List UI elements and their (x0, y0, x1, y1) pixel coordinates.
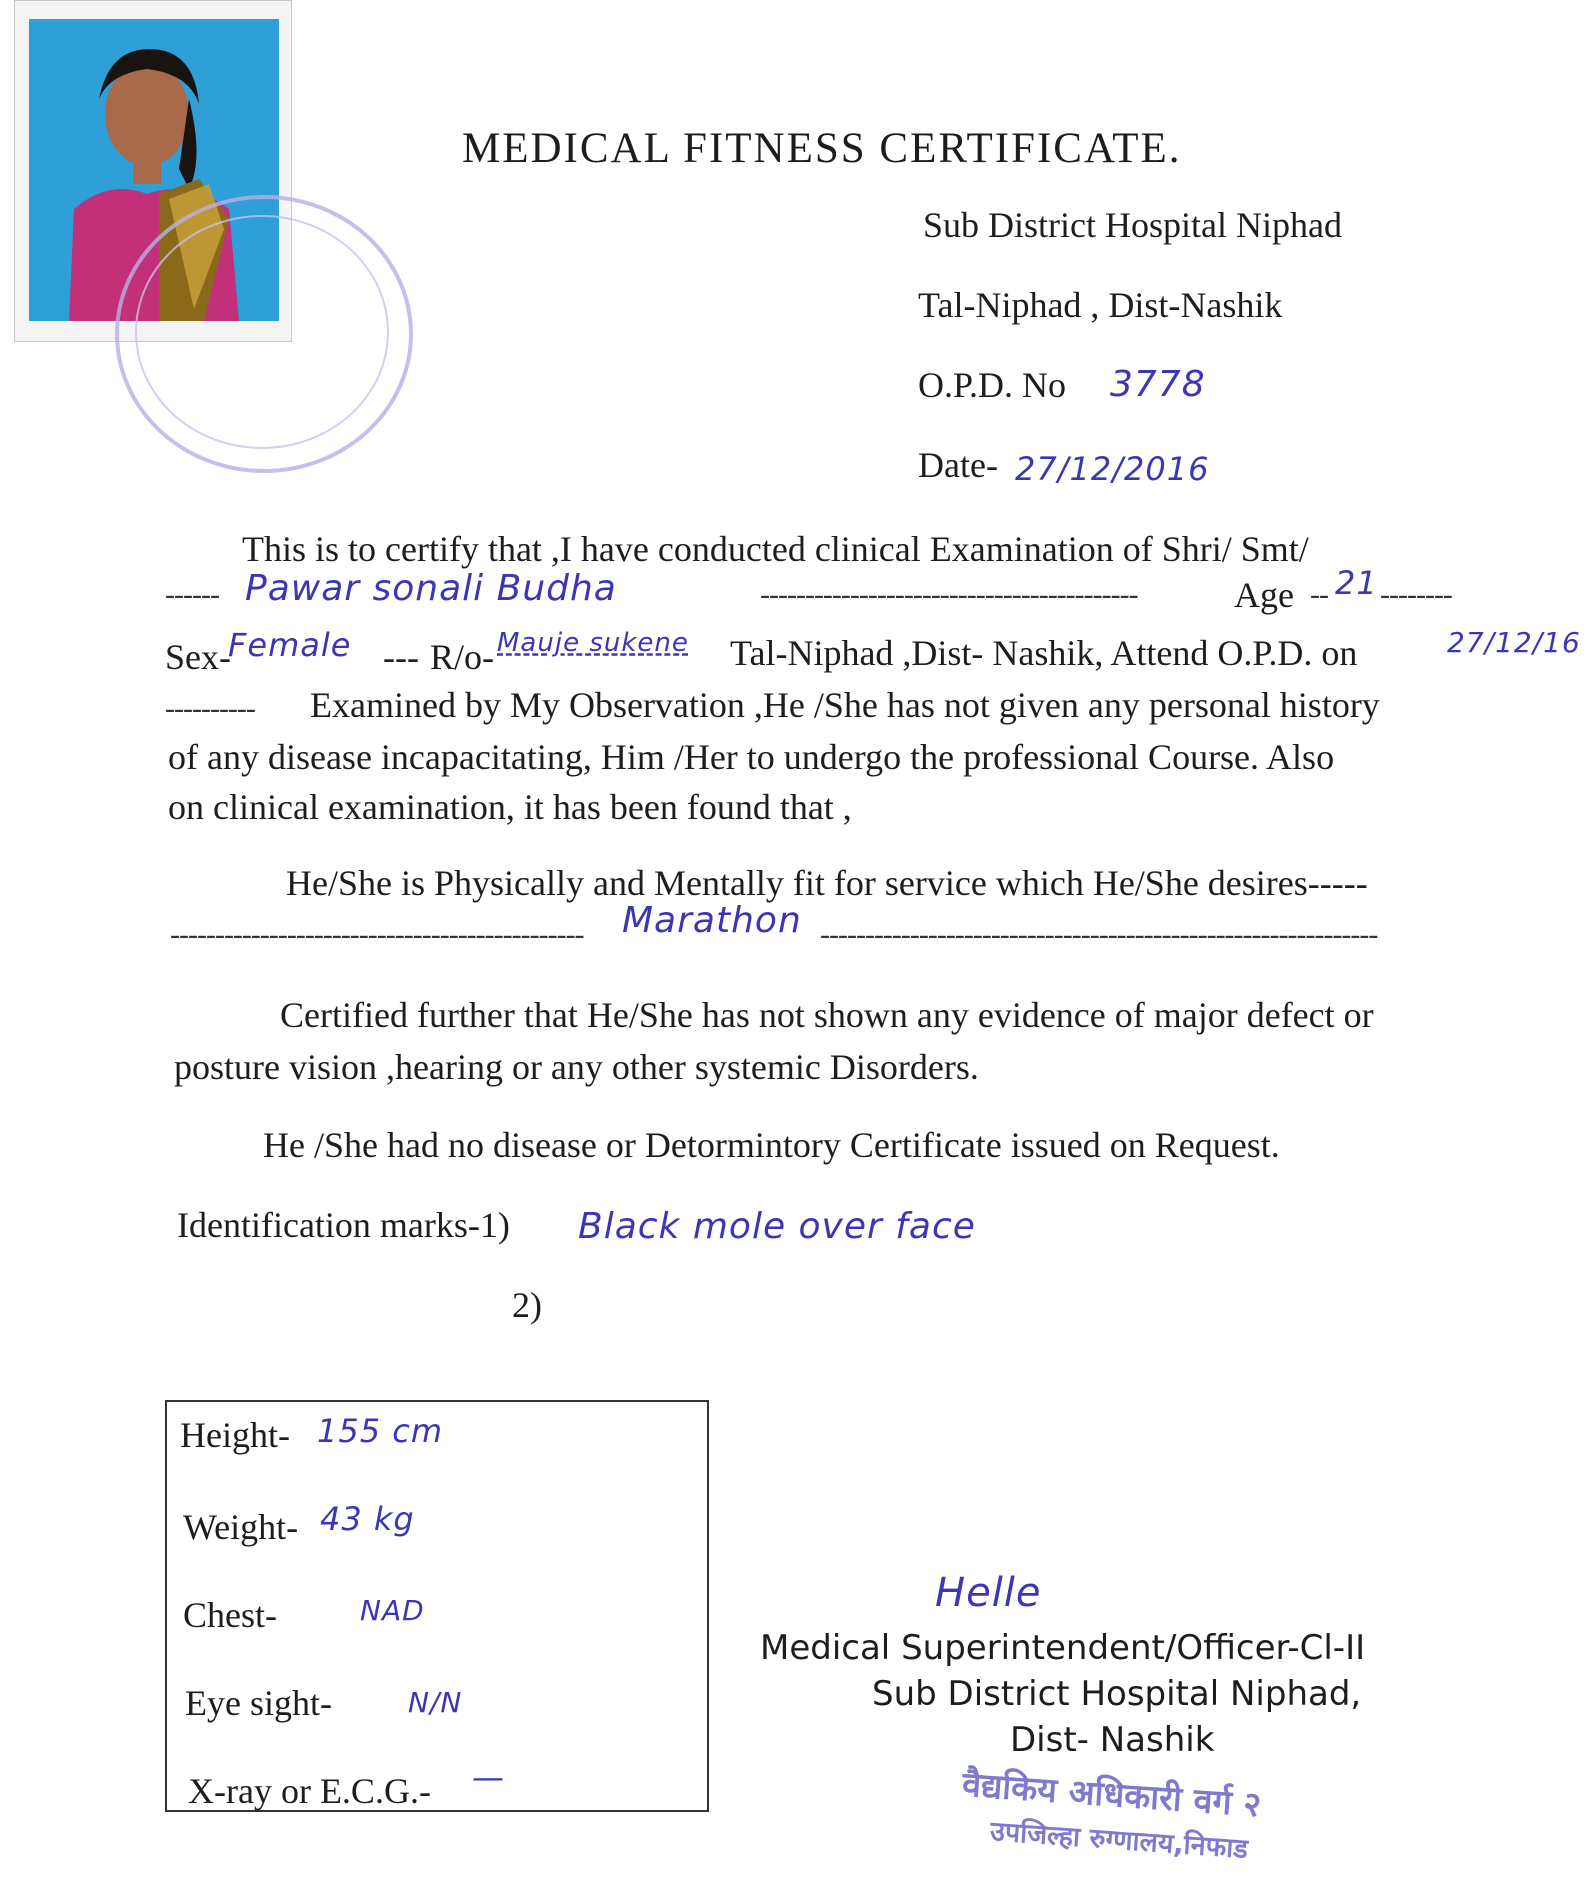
desire-dashes-left: ---------------------------------------------- (170, 918, 584, 951)
marathi-stamp-line-2: उपजिल्हा रुग्णालय,निफाड (989, 1816, 1249, 1865)
certificate-title: MEDICAL FITNESS CERTIFICATE. (462, 125, 1182, 172)
age-dashes-left: -- (1310, 578, 1328, 611)
age-value: 21 (1335, 564, 1378, 602)
xray-ecg-label: X-ray or E.C.G.- (188, 1771, 431, 1811)
identification-label-2: 2) (512, 1285, 542, 1325)
officer-hospital: Sub District Hospital Niphad, (872, 1674, 1362, 1714)
xray-ecg-value: — (472, 1758, 505, 1796)
opd-number-value: 3778 (1110, 364, 1206, 405)
certified-line-1: Certified further that He/She has not shown any evidence of major defect or (280, 995, 1374, 1035)
age-dashes-right: -------- (1380, 578, 1452, 611)
age-label: Age (1234, 575, 1294, 615)
height-label: Height- (180, 1415, 290, 1455)
weight-label: Weight- (183, 1507, 299, 1547)
attend-date-value: 27/12/16 (1447, 626, 1581, 659)
height-value: 155 cm (317, 1412, 444, 1450)
certify-intro: This is to certify that ,I have conducted clinical Examination of Shri/ Smt/ (242, 529, 1309, 569)
officer-signature: Helle (935, 1570, 1042, 1616)
eye-sight-label: Eye sight- (185, 1683, 332, 1723)
no-disease-statement: He /She had no disease or Detormintory Certificate issued on Request. (263, 1125, 1280, 1165)
name-dashes-left: ------ (165, 578, 219, 611)
eye-sight-value: N/N (408, 1686, 463, 1719)
officer-district: Dist- Nashik (1010, 1720, 1215, 1760)
marathi-stamp-line-1: वैद्यकिय अधिकारी वर्ग २ (960, 1764, 1263, 1826)
sex-value: Female (228, 626, 352, 664)
identification-mark-1: Black mole over face (578, 1206, 976, 1247)
desired-service-value: Marathon (622, 900, 802, 941)
attend-text: Tal-Niphad ,Dist- Nashik, Attend O.P.D. on (730, 633, 1358, 673)
chest-value: NAD (360, 1594, 425, 1627)
round-seal-inner-ring (135, 215, 389, 449)
disease-text: of any disease incapacitating, Him /Her to undergo the professional Course. Also (168, 737, 1335, 777)
desire-dashes-right: -------------------------------------------------------------- (820, 918, 1378, 951)
chest-label: Chest- (183, 1595, 277, 1635)
hospital-name: Sub District Hospital Niphad (923, 205, 1342, 245)
identification-label: Identification marks-1) (177, 1205, 510, 1245)
examined-text: Examined by My Observation ,He /She has not given any personal history (310, 685, 1380, 725)
officer-designation: Medical Superintendent/Officer-Cl-II (760, 1628, 1366, 1668)
name-dashes-right: ------------------------------------------ (760, 578, 1138, 611)
residence-value: Mauje sukene (497, 628, 689, 658)
clinical-text: on clinical examination, it has been found that , (168, 787, 852, 827)
fitness-statement: He/She is Physically and Mentally fit for service which He/She desires----- (286, 863, 1368, 903)
examined-dashes: ---------- (165, 692, 255, 725)
hospital-location: Tal-Niphad , Dist-Nashik (918, 285, 1283, 325)
patient-name-value: Pawar sonali Budha (245, 568, 617, 609)
date-label: Date- (918, 445, 998, 485)
residence-label: R/o- (430, 637, 495, 677)
sex-dashes: --- (383, 637, 419, 677)
opd-number-label: O.P.D. No (918, 365, 1067, 405)
certified-line-2: posture vision ,hearing or any other systemic Disorders. (174, 1047, 979, 1087)
sex-label: Sex- (165, 637, 231, 677)
weight-value: 43 kg (320, 1500, 415, 1538)
date-value: 27/12/2016 (1015, 450, 1210, 488)
